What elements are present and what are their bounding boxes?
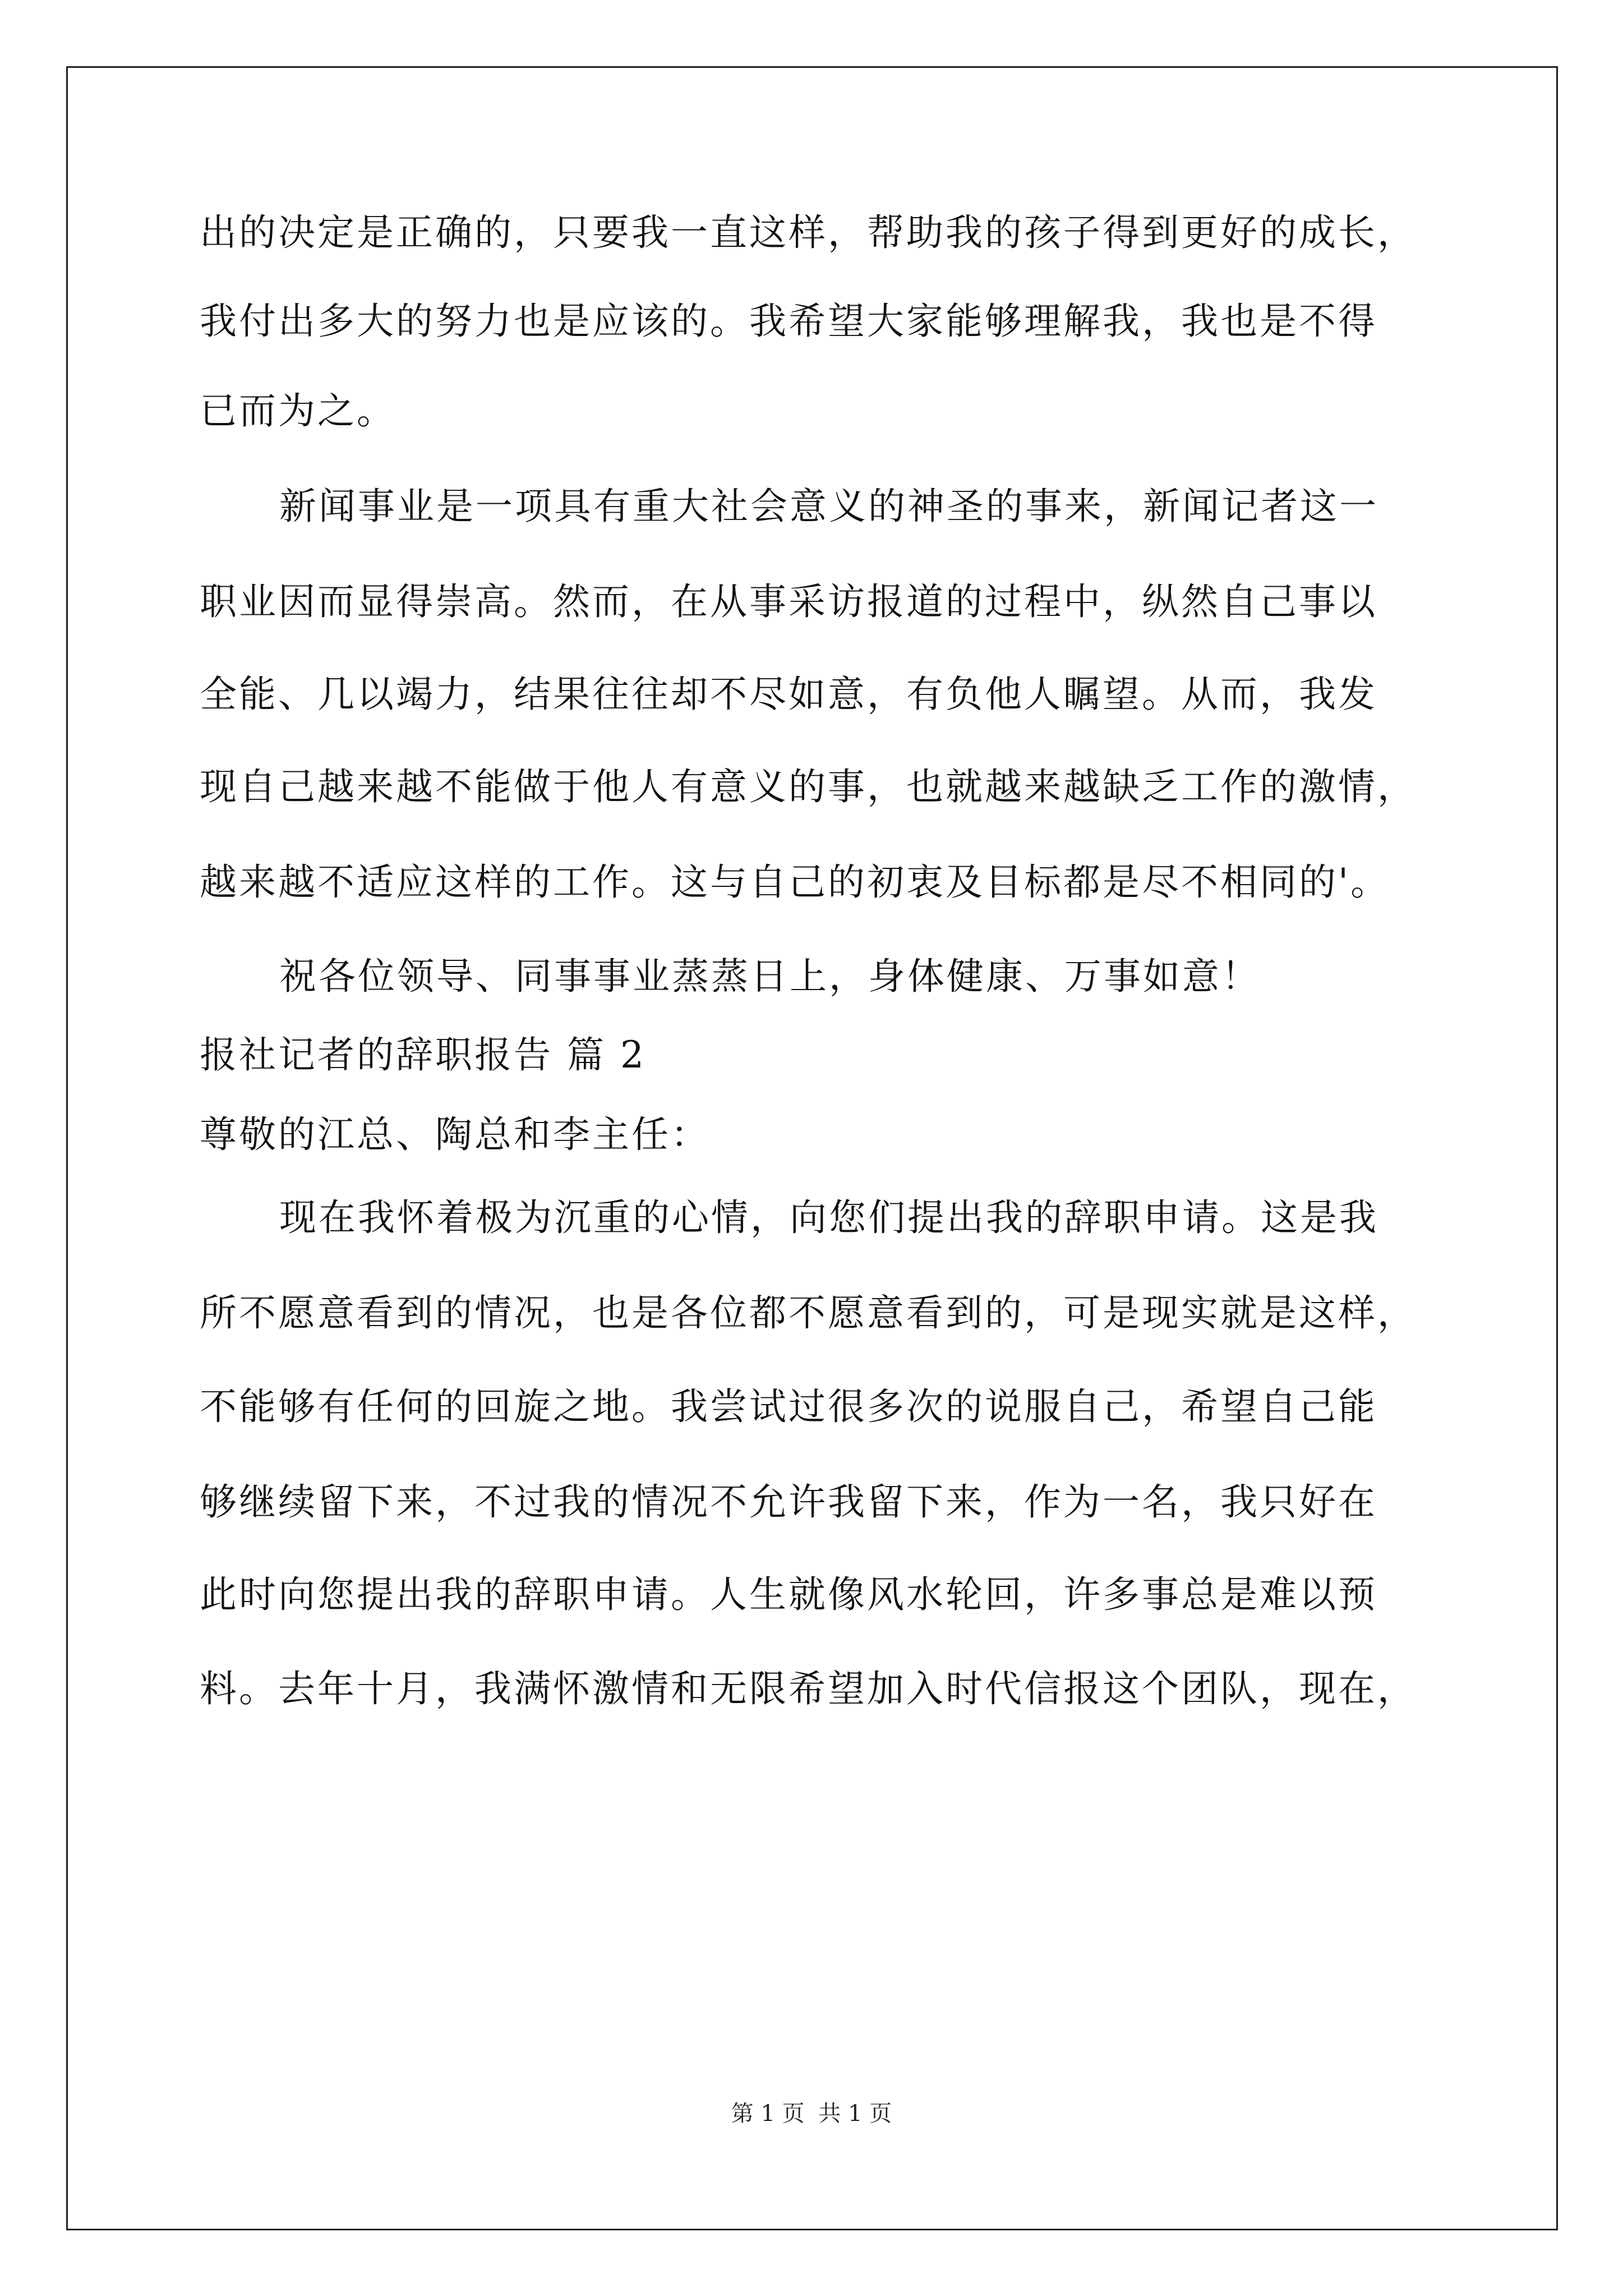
section-heading: 报社记者的辞职报告 篇 2 (200, 1033, 646, 1076)
paragraph-1-line-2: 我付出多大的努力也是应该的。我希望大家能够理解我，我也是不得 (200, 300, 1377, 343)
salutation: 尊敬的江总、陶总和李主任： (200, 1113, 710, 1156)
paragraph-2-line-5: 越来越不适应这样的工作。这与自己的初衷及目标都是尽不相同的'。 (200, 861, 1390, 904)
page-footer (0, 2102, 1623, 2125)
paragraph-4-line-1: 现在我怀着极为沉重的心情，向您们提出我的辞职申请。这是我 (279, 1196, 1378, 1239)
paragraph-3: 祝各位领导、同事事业蒸蒸日上，身体健康、万事如意！ (279, 955, 1261, 998)
page-total: 共 1 页 (818, 2101, 892, 2127)
paragraph-1-line-3: 已而为之。 (200, 389, 396, 432)
paragraph-1-line-1: 出的决定是正确的，只要我一直这样，帮助我的孩子得到更好的成长， (200, 211, 1417, 254)
paragraph-2-line-3: 全能、几以竭力，结果往往却不尽如意，有负他人瞩望。从而，我发 (200, 673, 1377, 716)
paragraph-2-line-2: 职业因而显得崇高。然而，在从事采访报道的过程中，纵然自己事以 (200, 580, 1377, 623)
page-number: 第 1 页 (731, 2101, 805, 2127)
paragraph-4-line-2: 所不愿意看到的情况，也是各位都不愿意看到的，可是现实就是这样， (200, 1291, 1417, 1335)
paragraph-2-line-4: 现自己越来越不能做于他人有意义的事，也就越来越缺乏工作的激情， (200, 765, 1417, 808)
paragraph-4-line-3: 不能够有任何的回旋之地。我尝试过很多次的说服自己，希望自己能 (200, 1385, 1377, 1428)
paragraph-2-line-1: 新闻事业是一项具有重大社会意义的神圣的事来，新闻记者这一 (279, 485, 1378, 528)
paragraph-4-line-5: 此时向您提出我的辞职申请。人生就像风水轮回，许多事总是难以预 (200, 1573, 1377, 1616)
paragraph-4-line-4: 够继续留下来，不过我的情况不允许我留下来，作为一名，我只好在 (200, 1480, 1377, 1524)
paragraph-4-line-6: 料。去年十月，我满怀激情和无限希望加入时代信报这个团队，现在， (200, 1667, 1417, 1710)
